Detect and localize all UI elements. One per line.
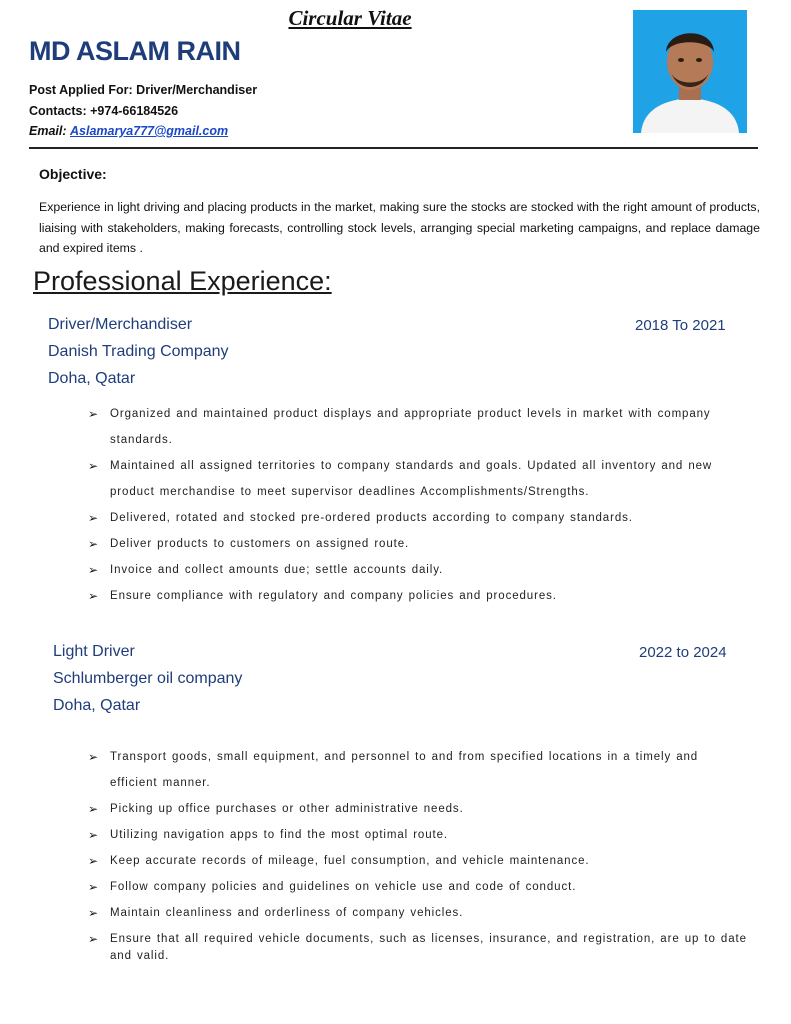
job-1-company: Danish Trading Company [48,343,229,360]
document-title: Circular Vitae [288,6,412,30]
duty-item: ➢ Utilizing navigation apps to find the most optimal route. [88,822,748,848]
job-2-dates: 2022 to 2024 [639,644,727,661]
duty-item: ➢ Invoice and collect amounts due; settle accounts daily. [88,557,748,583]
arrowhead-bullet-icon: ➢ [88,880,99,894]
duty-item: ➢ Deliver products to customers on assigned route. [88,531,748,557]
job-2-location: Doha, Qatar [53,697,141,714]
arrowhead-bullet-icon: ➢ [88,932,99,946]
profile-photo [633,10,747,133]
job-1-duties [88,401,748,609]
duty-item: ➢ Transport goods, small equipment, and personnel to and from specified locations in a timely and efficient manner. [88,744,748,796]
candidate-name: MD ASLAM RAIN [29,36,241,66]
arrowhead-bullet-icon: ➢ [88,750,99,764]
duty-item: ➢ Ensure that all required vehicle documents, such as licenses, insurance, and registration, are up to date and valid. [88,932,747,962]
arrowhead-bullet-icon: ➢ [88,854,99,868]
header-divider [29,147,758,149]
objective-heading: Objective: [39,166,107,182]
arrowhead-bullet-icon: ➢ [88,459,99,473]
email-line [29,124,228,138]
duty-item: ➢ Maintained all assigned territories to company standards and goals. Updated all inventory and new product merchandise to meet supervisor deadlines Accomplishments/Strengths. [88,453,748,505]
email-label: Email: [29,124,67,138]
email-link[interactable]: Aslamarya777@gmail.com [70,124,229,138]
duty-item: ➢ Organized and maintained product displays and appropriate product levels in market with company standards. [88,401,748,453]
arrowhead-bullet-icon: ➢ [88,407,99,421]
arrowhead-bullet-icon: ➢ [88,802,99,816]
job-1-title: Driver/Merchandiser [48,316,193,333]
job-1-location: Doha, Qatar [48,370,136,387]
job-2-title: Light Driver [53,643,135,660]
arrowhead-bullet-icon: ➢ [88,511,99,525]
duty-item: ➢ Follow company policies and guidelines on vehicle use and code of conduct. [88,874,748,900]
duty-item: ➢ Delivered, rotated and stocked pre-ordered products according to company standards. [88,505,748,531]
arrowhead-bullet-icon: ➢ [88,906,99,920]
duty-item: ➢ Picking up office purchases or other administrative needs. [88,796,748,822]
duty-item: ➢ Keep accurate records of mileage, fuel consumption, and vehicle maintenance. [88,848,748,874]
post-applied: Post Applied For: Driver/Merchandiser [29,83,258,97]
objective-text: Experience in light driving and placing products in the market, making sure the stocks are stocked with the right amount of products, liaising with stakeholders, making forecasts, controlling stock levels, arranging special marketing campaigns, and replace damage and expired items . [39,200,760,255]
job-1-dates: 2018 To 2021 [635,317,726,334]
arrowhead-bullet-icon: ➢ [88,828,99,842]
job-2-duties [88,744,748,965]
arrowhead-bullet-icon: ➢ [88,589,99,603]
duty-item: ➢ Maintain cleanliness and orderliness of company vehicles. [88,900,748,926]
job-2-company: Schlumberger oil company [53,670,243,687]
contacts-line: Contacts: +974-66184526 [29,104,179,118]
arrowhead-bullet-icon: ➢ [88,563,99,577]
profile-photo-image [633,10,747,133]
arrowhead-bullet-icon: ➢ [88,537,99,551]
duty-item: ➢ Ensure compliance with regulatory and company policies and procedures. [88,583,748,609]
professional-experience-heading: Professional Experience: [33,266,332,296]
